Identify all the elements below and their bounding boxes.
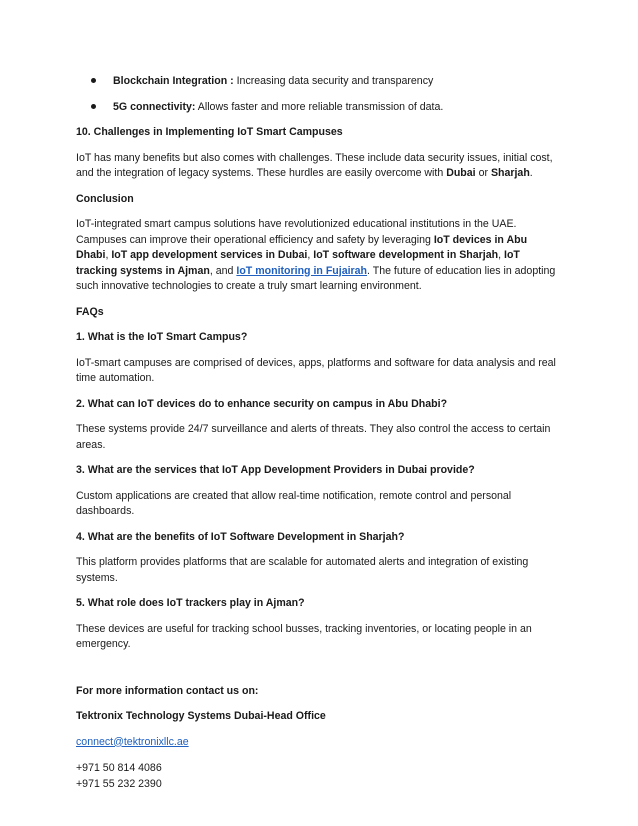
contact-phones bbox=[76, 760, 562, 792]
challenges-paragraph: IoT has many benefits but also comes with challenges. These include data security issues, initial cost, and the integration of legacy systems. These hurdles are easily overcome with Dubai or Sharjah. bbox=[76, 151, 553, 179]
contact-heading: For more information contact us on: bbox=[76, 684, 259, 697]
bullet-dot-icon bbox=[91, 104, 96, 109]
company-name: Tektronix Technology Systems Dubai-Head Office bbox=[76, 710, 326, 722]
bullet-title: 5G connectivity: bbox=[113, 101, 196, 113]
challenges-heading: 10. Challenges in Implementing IoT Smart Campuses bbox=[76, 126, 343, 138]
faq-answer: IoT-smart campuses are comprised of devices, apps, platforms and software for data analysis and real time automation. bbox=[76, 356, 556, 384]
section-spacer bbox=[76, 663, 562, 684]
phone-number-2: +971 55 232 2390 bbox=[76, 778, 162, 790]
faq-question: 5. What role does IoT trackers play in Ajman? bbox=[76, 597, 305, 609]
feature-bullet-list bbox=[76, 73, 562, 115]
bullet-text: Increasing data security and transparency bbox=[233, 75, 434, 87]
faq-answer: These systems provide 24/7 surveillance and alerts of threats. They also control the access to certain areas. bbox=[76, 423, 551, 451]
faq-question: 1. What is the IoT Smart Campus? bbox=[76, 331, 248, 343]
bullet-dot-icon bbox=[91, 78, 96, 83]
conclusion-heading: Conclusion bbox=[76, 192, 134, 205]
faq-question: 4. What are the benefits of IoT Software Development in Sharjah? bbox=[76, 530, 405, 543]
faq-question: 2. What can IoT devices do to enhance security on campus in Abu Dhabi? bbox=[76, 397, 448, 410]
faq-question: 3. What are the services that IoT App Development Providers in Dubai provide? bbox=[76, 464, 475, 476]
document-content bbox=[76, 73, 562, 792]
bullet-text: Allows faster and more reliable transmission of data. bbox=[195, 101, 444, 113]
contact-email-link[interactable]: connect@tektronixllc.ae bbox=[76, 735, 189, 748]
bullet-blockchain bbox=[76, 73, 562, 89]
faqs-heading: FAQs bbox=[76, 305, 104, 318]
bullet-title: Blockchain Integration : bbox=[113, 75, 234, 87]
iot-monitoring-fujairah-link[interactable]: IoT monitoring in Fujairah bbox=[236, 264, 368, 277]
faq-answer: Custom applications are created that allow real-time notification, remote control and personal dashboards. bbox=[76, 489, 512, 517]
faq-answer: These devices are useful for tracking school busses, tracking inventories, or locating people in an emergency. bbox=[76, 622, 532, 650]
phone-number-1: +971 50 814 4086 bbox=[76, 762, 162, 774]
faq-answer: This platform provides platforms that are scalable for automated alerts and integration of existing systems. bbox=[76, 556, 529, 584]
conclusion-paragraph: IoT-integrated smart campus solutions have revolutionized educational institutions in the UAE. Campuses can improve their operational efficiency and safety by leveraging IoT devices in Abu Dhabi, IoT app development services in Dubai, IoT software development in Sharjah, IoT tracking systems in Ajman, and IoT monitoring in Fujairah. The future of education lies in adopting such innovative technologies to create a truly smart learning environment. bbox=[76, 218, 556, 292]
bullet-5g bbox=[76, 99, 562, 115]
